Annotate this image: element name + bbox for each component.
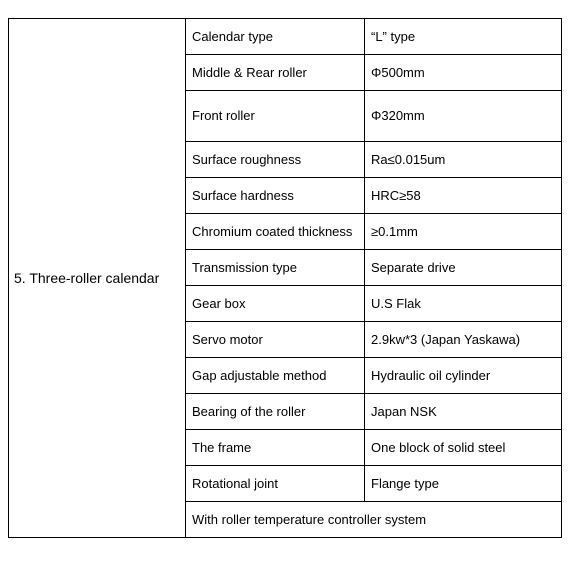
spec-value: Separate drive [365,250,562,286]
spec-value: U.S Flak [365,286,562,322]
spec-table [8,18,562,538]
footer-note: With roller temperature controller system [186,502,562,538]
spec-value: HRC≥58 [365,178,562,214]
spec-value: 2.9kw*3 (Japan Yaskawa) [365,322,562,358]
spec-label: Gap adjustable method [186,358,365,394]
spec-label: Servo motor [186,322,365,358]
spec-value: Φ320mm [365,91,562,142]
spec-value: “L” type [365,19,562,55]
spec-value: ≥0.1mm [365,214,562,250]
spec-value: Japan NSK [365,394,562,430]
spec-label: Surface hardness [186,178,365,214]
spec-value: Flange type [365,466,562,502]
spec-label: Chromium coated thickness [186,214,365,250]
spec-label: The frame [186,430,365,466]
spec-value: One block of solid steel [365,430,562,466]
spec-label: Transmission type [186,250,365,286]
spec-label: Gear box [186,286,365,322]
spec-label: Calendar type [186,19,365,55]
spec-value: Φ500mm [365,55,562,91]
spec-label: Surface roughness [186,142,365,178]
spec-row-calendar-type [9,19,562,55]
spec-label: Bearing of the roller [186,394,365,430]
spec-value: Ra≤0.015um [365,142,562,178]
spec-label: Front roller [186,91,365,142]
section-label: 5. Three-roller calendar [9,19,186,538]
spec-label: Rotational joint [186,466,365,502]
spec-value: Hydraulic oil cylinder [365,358,562,394]
spec-label: Middle & Rear roller [186,55,365,91]
